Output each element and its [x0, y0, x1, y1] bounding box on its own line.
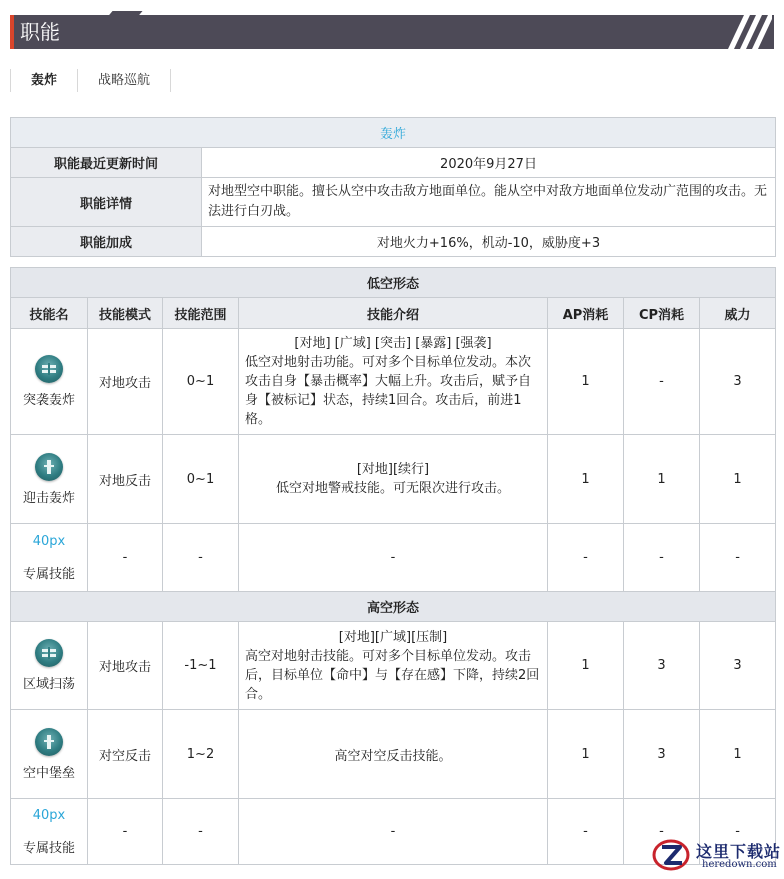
skill-cp: -: [624, 329, 700, 435]
skill-mode: 对地攻击: [88, 622, 163, 710]
skill-bomb-icon[interactable]: [35, 355, 63, 383]
col-skill-mode: 技能模式: [88, 298, 163, 329]
skill-name: 专属技能: [22, 840, 75, 856]
table-row: [11, 622, 776, 710]
skill-desc-cell: [239, 435, 548, 524]
skill-desc: -: [239, 524, 548, 592]
skill-mode: -: [88, 524, 163, 592]
info-value-updated: 2020年9月27日: [202, 148, 776, 178]
skill-cp: 1: [624, 435, 700, 524]
skill-name-cell: [11, 622, 88, 710]
skills-table: [10, 267, 776, 865]
banner-stripes-icon: [726, 15, 772, 49]
skill-desc: 低空对地射击功能。可对多个目标单位发动。本次攻击自身【暴击概率】大幅上升。攻击后，赋予自身【被标记】状态，持续1回合。攻击后，前进1格。: [245, 355, 532, 427]
skill-range: -: [163, 524, 239, 592]
info-value-details: 对地型空中职能。擅长从空中攻击敌方地面单位。能从空中对敌方地面单位发动广范围的攻击。无法进行白刃战。: [202, 178, 776, 227]
skill-ap: -: [548, 524, 624, 592]
col-skill-name: 技能名: [11, 298, 88, 329]
info-label-updated: 职能最近更新时间: [11, 148, 202, 178]
col-ap-cost: AP消耗: [548, 298, 624, 329]
skill-ap: 1: [548, 329, 624, 435]
skill-cp: 3: [624, 710, 700, 799]
skill-range: 1~2: [163, 710, 239, 799]
skill-desc: -: [239, 799, 548, 865]
banner-bar: [10, 15, 774, 49]
skill-ap: 1: [548, 622, 624, 710]
skill-ap: -: [548, 799, 624, 865]
table-row: [11, 329, 776, 435]
skill-power: 3: [700, 329, 776, 435]
skill-power: 1: [700, 710, 776, 799]
skill-name-cell: [11, 799, 88, 865]
skill-tags: [对地] [广域] [突击] [暴露] [强袭]: [294, 336, 492, 351]
skill-range: -1~1: [163, 622, 239, 710]
watermark-logo-icon: [652, 835, 690, 873]
skill-desc-cell: [239, 622, 548, 710]
skill-range: 0~1: [163, 435, 239, 524]
watermark: [652, 835, 780, 875]
exclusive-skill-image-link[interactable]: 40px: [32, 807, 66, 823]
info-value-bonus: 对地火力+16%，机动-10，威胁度+3: [202, 227, 776, 257]
skill-cp: -: [624, 799, 700, 865]
info-heading: 轰炸: [11, 118, 776, 148]
skill-name-cell: [11, 435, 88, 524]
skill-name: 突袭轰炸: [22, 393, 75, 408]
col-cp-cost: CP消耗: [624, 298, 700, 329]
col-skill-range: 技能范围: [163, 298, 239, 329]
skill-name-cell: [11, 710, 88, 799]
skill-mode: -: [88, 799, 163, 865]
skill-desc: 低空对地警戒技能。可无限次进行攻击。: [275, 481, 510, 496]
page-title: 职能: [20, 20, 60, 44]
section-banner: [10, 11, 774, 49]
info-label-bonus: 职能加成: [11, 227, 202, 257]
watermark-title: 这里下载站: [696, 842, 782, 861]
skill-desc: 高空对地射击技能。可对多个目标单位发动。攻击后，目标单位【命中】与【存在感】下降，持续2回合。: [245, 648, 540, 702]
skill-mode: 对地攻击: [88, 329, 163, 435]
watermark-url: heredown.com: [702, 859, 777, 870]
skill-name-cell: [11, 524, 88, 592]
skill-ap: 1: [548, 435, 624, 524]
skill-cp: -: [624, 524, 700, 592]
skill-power: 3: [700, 622, 776, 710]
skill-name: 空中堡垒: [22, 765, 75, 781]
tab-bar: [10, 69, 171, 92]
skill-counter-icon[interactable]: [35, 453, 63, 481]
skill-mode: 对空反击: [88, 710, 163, 799]
exclusive-skill-image-link[interactable]: 40px: [32, 533, 66, 549]
skill-power: -: [700, 799, 776, 865]
skill-name-cell: [11, 329, 88, 435]
skill-counter-icon[interactable]: [35, 728, 63, 756]
skill-power: -: [700, 524, 776, 592]
col-skill-desc: 技能介绍: [239, 298, 548, 329]
skill-tags: [对地][续行]: [356, 462, 430, 477]
section-low-altitude: 低空形态: [11, 268, 776, 298]
skill-bomb-icon[interactable]: [35, 639, 63, 667]
skill-desc: 高空对空反击技能。: [239, 710, 548, 799]
table-row: [11, 435, 776, 524]
tab-strategic-cruise[interactable]: 战略巡航: [78, 69, 171, 92]
skill-power: 1: [700, 435, 776, 524]
banner-accent: [10, 15, 14, 49]
skill-ap: 1: [548, 710, 624, 799]
skill-name: 区域扫荡: [22, 677, 75, 692]
section-high-altitude: 高空形态: [11, 592, 776, 622]
table-row: [11, 710, 776, 799]
skill-name: 迎击轰炸: [22, 490, 75, 506]
skill-cp: 3: [624, 622, 700, 710]
skill-range: 0~1: [163, 329, 239, 435]
info-label-details: 职能详情: [11, 178, 202, 227]
skill-name: 专属技能: [22, 566, 75, 582]
skill-mode: 对地反击: [88, 435, 163, 524]
skill-desc-cell: [239, 329, 548, 435]
skill-range: -: [163, 799, 239, 865]
table-row: [11, 524, 776, 592]
col-power: 威力: [700, 298, 776, 329]
skill-tags: [对地][广域][压制]: [338, 629, 448, 645]
tab-bomb[interactable]: 轰炸: [10, 69, 78, 92]
info-table: [10, 117, 776, 257]
